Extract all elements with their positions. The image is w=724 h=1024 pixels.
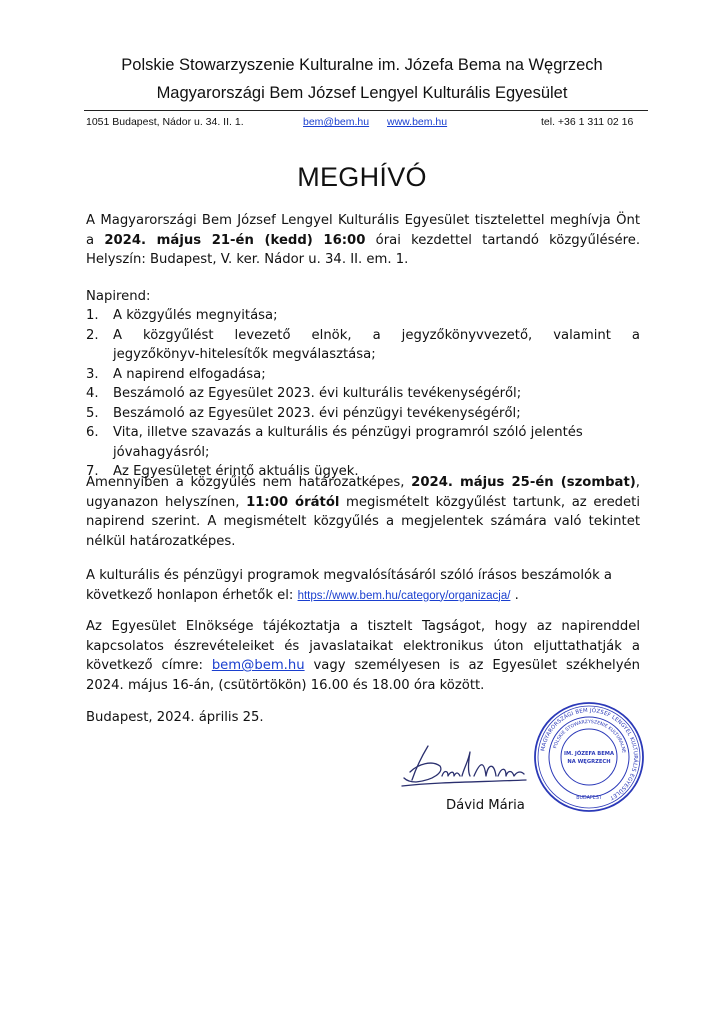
reports-text-1: A kulturális és pénzügyi programok megvalósításáról szóló írásos beszámolók a következő honlapon érhetők el: — [86, 568, 613, 603]
agenda-item-number: 5. — [86, 405, 99, 421]
notice-email-link[interactable]: bem@bem.hu — [211, 658, 305, 673]
agenda-heading: Napirend: — [86, 289, 151, 304]
agenda-item-text: Az Egyesületet érintő aktuális ügyek. — [113, 464, 359, 479]
org-name-hungarian: Magyarországi Bem József Lengyel Kulturális Egyesület — [156, 84, 568, 102]
agenda-item — [86, 404, 640, 424]
agenda-item-number: 2. — [86, 327, 99, 343]
association-stamp — [532, 700, 646, 814]
agenda-item — [86, 423, 640, 443]
reports-text-2: . — [510, 587, 519, 603]
header-email-link[interactable]: bem@bem.hu — [303, 116, 370, 128]
notice-text-2: vagy személyesen is az Egyesület székhelyén 2024. május 16-án, (csütörtökön) 16.00 és 18.00 óra között. — [86, 658, 640, 693]
agenda-item — [86, 365, 640, 385]
agenda-list — [86, 306, 640, 482]
agenda-item-text: jóvahagyásról; — [113, 444, 210, 460]
agenda-item-continuation — [86, 345, 640, 365]
header-website-link[interactable]: www.bem.hu — [387, 116, 448, 128]
quorum-text-1: Amennyiben a közgyűlés nem határozatképes, — [86, 475, 412, 490]
intro-paragraph — [86, 211, 640, 270]
agenda-item-number: 6. — [86, 425, 99, 440]
agenda-item — [86, 326, 640, 346]
agenda-item-text: A napirend elfogadása; — [113, 366, 266, 382]
agenda-item-continuation — [86, 443, 640, 463]
phone-number: tel. +36 1 311 02 16 — [541, 116, 634, 128]
address: 1051 Budapest, Nádor u. 34. II. 1. — [86, 116, 244, 128]
header-divider — [84, 110, 648, 111]
stamp-center-line1: IM. JÓZEFA BEMA — [564, 751, 614, 757]
agenda-item-text: A közgyűlés megnyitása; — [113, 308, 278, 323]
repeat-meeting-date: 2024. május 25-én (szombat) — [411, 475, 636, 490]
place-and-date: Budapest, 2024. április 25. — [86, 710, 264, 725]
signer-name: Dávid Mária — [446, 798, 525, 813]
agenda-item-text: A közgyűlést levezető elnök, a jegyzőkönyvvezető, valamint a — [113, 327, 640, 343]
stamp-ring-text: MAGYARORSZÁGI BEM JÓZSEF LENGYEL KULTURÁLIS EGYESÜLET — [540, 707, 639, 801]
document-title: MEGHÍVÓ — [297, 162, 427, 192]
org-name-polish: Polskie Stowarzyszenie Kulturalne im. Józefa Bema na Węgrzech — [121, 56, 603, 74]
quorum-paragraph — [86, 473, 640, 551]
intro-text-1: A Magyarországi Bem József Lengyel Kulturális Egyesület tisztelettel meghívja Önt a — [86, 213, 640, 248]
meeting-date: 2024. május 21-én (kedd) 16:00 — [104, 232, 366, 248]
agenda-item-number: 4. — [86, 386, 99, 401]
stamp-inner-ring-text: POLSKIE STOWARZYSZENIE KULTURALNE — [553, 719, 626, 754]
handwritten-signature — [398, 742, 528, 790]
agenda-item-text: Vita, illetve szavazás a kulturális és pénzügyi programról szóló jelentés — [113, 425, 583, 440]
intro-text-2: órai kezdettel tartandó közgyűlésére. Helyszín: Budapest, V. ker. Nádor u. 34. II. em. 1. — [86, 232, 641, 267]
quorum-text-3: megismételt közgyűlést tartunk, az eredeti napirend szerint. A megismételt közgyűlés a megjelentek számára való tekintet nélkül határozatképes. — [86, 494, 640, 549]
notice-paragraph — [86, 617, 640, 695]
agenda-item — [86, 384, 640, 404]
reports-link[interactable]: https://www.bem.hu/category/organizacja/ — [297, 589, 511, 602]
notice-text-1: Az Egyesület Elnöksége tájékoztatja a tisztelt Tagságot, hogy az napirenddel kapcsolatos észrevételeiket és javaslataikat elektronikus úton eljuttathatják a következő címre: — [86, 619, 640, 673]
stamp-center-line2: NA WĘGRZECH — [567, 759, 611, 765]
reports-paragraph — [86, 566, 640, 606]
agenda-item-text: Beszámoló az Egyesület 2023. évi pénzügyi tevékenységéről; — [113, 405, 521, 421]
agenda-item-number: 1. — [86, 308, 99, 323]
agenda-item — [86, 306, 640, 326]
stamp-bottom-text: BUDAPEST — [576, 796, 602, 801]
agenda-item-number: 3. — [86, 366, 99, 382]
repeat-meeting-time: 11:00 órától — [246, 494, 340, 510]
agenda-item-text: jegyzőkönyv-hitelesítők megválasztása; — [113, 347, 376, 362]
quorum-text-2: , ugyanazon helyszínen, — [86, 475, 640, 510]
agenda-item-text: Beszámoló az Egyesület 2023. évi kulturális tevékenységéről; — [113, 386, 522, 401]
agenda-item-number: 7. — [86, 464, 99, 479]
